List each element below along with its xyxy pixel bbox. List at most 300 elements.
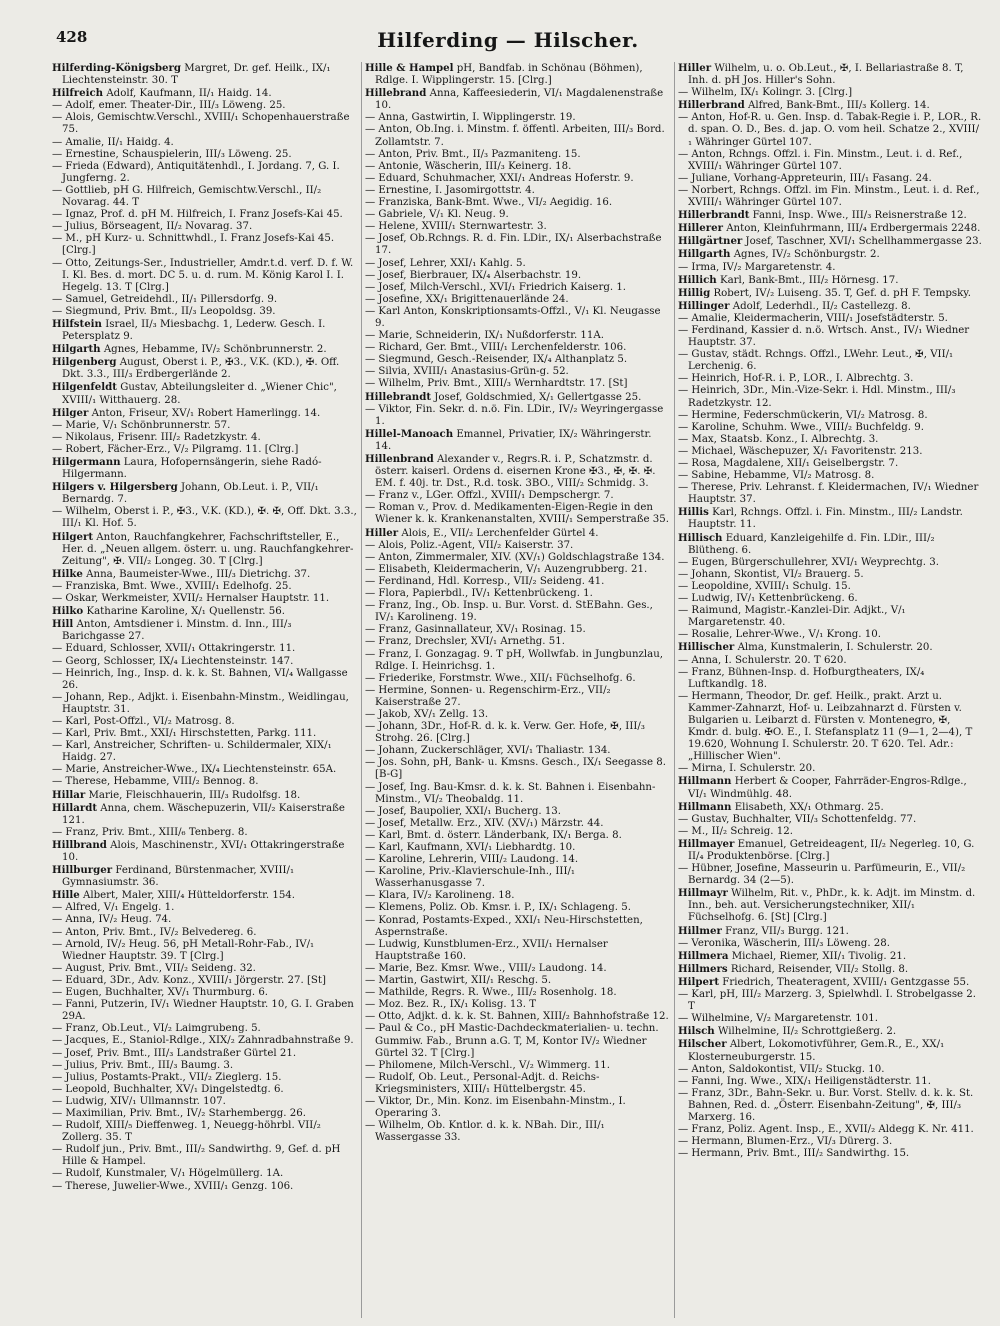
directory-entry — [365, 173, 670, 185]
entry-details: — Marie, V/₁ Schönbrunnerstr. 57. — [52, 419, 231, 431]
entry-surname: Hilgers v. Hilgersberg — [52, 481, 178, 494]
directory-entry — [678, 506, 983, 531]
entry-surname: Hille — [52, 889, 80, 902]
directory-entry — [365, 282, 670, 294]
directory-entry — [678, 87, 983, 99]
directory-entry — [52, 100, 357, 112]
directory-entry — [52, 87, 357, 100]
column-divider — [674, 62, 675, 1318]
entry-details: — Wilhelm, Oberst i. P., ✠3., V.K. (KD.), ✠. ✠, Off. Dkt. 3.3., III/₁ Kl. Hof. 5. — [52, 506, 357, 530]
directory-entry — [52, 927, 357, 939]
entry-details: — Konrad, Postamts-Exped., XXI/₁ Neu-Hirschstetten, Aspernstraße. — [365, 914, 643, 938]
entry-surname: Hillardt — [52, 801, 98, 814]
entry-details: — Hermine, Sonnen- u. Regenschirm-Erz., VII/₂ Kaiserstraße 27. — [365, 684, 611, 708]
directory-entry — [365, 112, 670, 124]
entry-details: — Eduard, 3Dr., Adv. Konz., XVIII/₁ Jörgerstr. 27. [St] — [52, 974, 326, 986]
entry-details: — Ludwig, Kunstblumen-Erz., XVII/₁ Hernalser Hauptstraße 160. — [365, 938, 608, 962]
directory-entry — [52, 999, 357, 1023]
directory-entry — [365, 391, 670, 404]
entry-surname: Hillmann — [678, 775, 732, 788]
directory-entry — [678, 373, 983, 385]
entry-surname: Hillgarth — [678, 248, 731, 261]
directory-entry — [678, 1025, 983, 1038]
directory-entry — [365, 624, 670, 636]
directory-entry — [678, 569, 983, 581]
directory-entry — [52, 1181, 357, 1193]
directory-entry — [365, 1096, 670, 1120]
entry-details: — Rosalie, Lehrer-Wwe., V/₁ Krong. 10. — [678, 629, 881, 641]
entry-details: Josef, Taschner, XVI/₁ Schellhammergasse 23. — [745, 236, 982, 248]
entry-details: Friedrich, Theateragent, XVIII/₁ Gentzgasse 55. — [722, 976, 970, 988]
directory-entry — [52, 149, 357, 161]
entry-surname: Hillerbrand — [678, 99, 745, 112]
directory-entry — [678, 950, 983, 963]
entry-details: — Michael, Wäschepuzer, X/₁ Favoritenstr. 213. — [678, 445, 923, 457]
entry-details: — Mathilde, Regrs. R. Wwe., III/₂ Rosenholg. 18. — [365, 987, 617, 999]
directory-entry — [365, 806, 670, 818]
entry-details: Wilhelmine, II/₂ Schrottgießerg. 2. — [717, 1026, 897, 1038]
directory-entry — [52, 1072, 357, 1084]
entry-details: — Franz, Ing., Ob. Insp. u. Bur. Vorst. d. StEBahn. Ges., IV/₁ Karolineng. 19. — [365, 600, 653, 624]
directory-entry — [52, 975, 357, 987]
directory-entry — [365, 161, 670, 173]
directory-entry — [52, 864, 357, 889]
directory-entry — [678, 209, 983, 222]
directory-entry — [678, 248, 983, 261]
entry-details: — Frieda (Edward), Antiquitätenhdl., I. Jordang. 7, G. I. Jungferng. 2. — [52, 160, 340, 184]
directory-entry — [365, 685, 670, 709]
directory-entry — [52, 209, 357, 221]
directory-entry — [52, 728, 357, 740]
entry-details: Johann, Ob.Leut. i. P., VII/₁ Bernardg. 7. — [62, 482, 319, 506]
entry-details: Wilhelm, Rit. v., PhDr., k. k. Adjt. im Minstm. d. Inn., beh. aut. Versicherungstechniker, XII/₁ Füchselhofg. 6. [St] [Clrg.] — [688, 888, 976, 924]
directory-entry — [52, 306, 357, 318]
entry-details: Anton, Amtsdiener i. Minstm. d. Inn., III/₃ Barichgasse 27. — [62, 619, 292, 643]
directory-entry — [678, 593, 983, 605]
entry-details: — Heinrich, Ing., Insp. d. k. k. St. Bahnen, VI/₄ Wallgasse 26. — [52, 667, 348, 691]
entry-details: — Therese, Juwelier-Wwe., XVIII/₁ Genzg. 106. — [52, 1180, 294, 1192]
directory-entry — [365, 294, 670, 306]
directory-entry — [52, 776, 357, 788]
directory-entry — [678, 287, 983, 300]
entry-surname: Hilgarth — [52, 343, 101, 356]
entry-details: — Karoline, Schuhm. Wwe., VIII/₂ Buchfeldg. 9. — [678, 421, 924, 433]
entry-details: — Heinrich, Hof-R. i. P., LOR., I. Albrechtg. 3. — [678, 373, 914, 385]
directory-entry — [52, 716, 357, 728]
entry-details: — Hermine, Federschmückerin, VI/₂ Matrosg. 8. — [678, 409, 928, 421]
entry-details: Albert, Maler, XIII/₄ Hütteldorferstr. 154. — [82, 890, 296, 902]
entry-details: — Johann, 3Dr., Hof-R. d. k. k. Verw. Ger. Hofe, ✠, III/₃ Strohg. 26. [Clrg.] — [365, 721, 645, 745]
directory-entry — [365, 62, 670, 87]
entry-details: — Juliane, Vorhang-Appreteurin, III/₁ Fasang. 24. — [678, 172, 932, 184]
entry-details: — Rudolf jun., Priv. Bmt., III/₂ Sandwirthg. 9, Gef. d. pH Hille & Hampel. — [52, 1144, 341, 1168]
entry-details: — Antonie, Wäscherin, III/₃ Keinerg. 18. — [365, 160, 572, 172]
entry-details: — Wilhelm, IX/₁ Kolingr. 3. [Clrg.] — [678, 87, 853, 99]
directory-entry — [678, 422, 983, 434]
directory-entry — [365, 221, 670, 233]
directory-entry — [365, 782, 670, 806]
entry-details: — Rudolf, XIII/₅ Dieffenweg. 1, Neuegg-höhrbl. VII/₂ Zollerg. 35. T — [52, 1120, 321, 1144]
entry-details: Marie, Fleischhauerin, III/₃ Rudolfsg. 18. — [88, 789, 301, 801]
directory-entry — [365, 745, 670, 757]
directory-entry — [678, 557, 983, 569]
entry-surname: Hilscher — [678, 1038, 727, 1051]
entry-details: Wilhelm, u. o. Ob.Leut., ✠, I. Bellariastraße 8. T, Inh. d. pH Jos. Hiller's Sohn. — [688, 63, 964, 87]
entry-details: — Richard, Ger. Bmt., VIII/₁ Lerchenfelderstr. 106. — [365, 342, 627, 354]
entry-details: — Wilhelmine, V/₂ Margaretenstr. 101. — [678, 1013, 878, 1025]
directory-entry — [678, 235, 983, 248]
entry-details: — Franz, Poliz. Agent. Insp., E., XVII/₂ Aldegg K. Nr. 411. — [678, 1124, 974, 1136]
entry-details: Laura, Hofopernsängerin, siehe Radó-Hilgermann. — [62, 457, 322, 481]
entry-details: — Wilhelm, Ob. Kntlor. d. k. k. NBah. Dir., III/₁ Wassergasse 33. — [365, 1120, 605, 1144]
entry-details: — Max, Staatsb. Konz., I. Albrechtg. 3. — [678, 433, 879, 445]
directory-entry — [52, 668, 357, 692]
entry-details: — Amalie, II/₁ Haidg. 4. — [52, 136, 174, 148]
directory-entry — [365, 709, 670, 721]
entry-details: — Anna, Gastwirtin, I. Wipplingerstr. 19. — [365, 112, 576, 124]
directory-entry — [678, 605, 983, 629]
entry-details: — Josef, Bierbrauer, IX/₄ Alserbachstr. 19. — [365, 269, 582, 281]
directory-entry — [365, 564, 670, 576]
entry-details: — Franziska, Bmt. Wwe., XVIII/₁ Edelhofg. 25. — [52, 580, 292, 592]
directory-entry — [52, 789, 357, 802]
directory-entry — [52, 656, 357, 668]
entry-details: Richard, Reisender, VII/₂ Stollg. 8. — [730, 963, 909, 975]
directory-entry — [678, 1013, 983, 1025]
directory-entry — [365, 87, 670, 112]
directory-entry — [678, 434, 983, 446]
entry-details: — Samuel, Getreidehdl., II/₁ Pillersdorfg. 9. — [52, 293, 278, 305]
directory-entry — [678, 655, 983, 667]
entry-surname: Hillisch — [678, 531, 723, 544]
entry-surname: Hillebrand — [365, 87, 427, 100]
entry-details: — Eugen, Buchhalter, XV/₁ Thurmburg. 6. — [52, 987, 269, 999]
directory-entry — [365, 649, 670, 673]
entry-details: Alexander v., Regrs.R. i. P., Schatzmstr. d. österr. kaiserl. Ordens d. eisernen Krone ✠3., ✠, ✠. ✠. EM. f. 40j. tr. Dst., R.d. tosk. 3BO., VIII/₂ Schmidg. 3. — [375, 454, 656, 490]
entry-details: — Oskar, Werkmeister, XVII/₂ Hernalser Hauptstr. 11. — [52, 593, 330, 605]
directory-entry — [365, 600, 670, 624]
directory-entry — [365, 999, 670, 1011]
entry-details: Eduard, Kanzleigehilfe d. Fin. LDir., III/₂ Blütheng. 6. — [688, 532, 935, 556]
directory-entry — [365, 378, 670, 390]
directory-entry — [52, 692, 357, 716]
entry-details: — Rosa, Magdalene, XII/₁ Geiselbergstr. 7. — [678, 458, 899, 469]
entry-surname: Hillebrandt — [365, 390, 432, 403]
entry-details: Anna, Kaffeesiederin, VI/₁ Magdalenenstraße 10. — [375, 88, 664, 112]
directory-entry — [52, 889, 357, 902]
entry-details: — Johann, Rep., Adjkt. i. Eisenbahn-Minstm., Weidlingau, Hauptstr. 31. — [52, 691, 349, 715]
entry-details: — Nikolaus, Frisenr. III/₂ Radetzkystr. 4. — [52, 431, 261, 443]
directory-entry — [365, 866, 670, 890]
directory-entry — [52, 1144, 357, 1168]
directory-entry — [678, 300, 983, 313]
entry-details: — Anna, IV/₂ Heug. 74. — [52, 914, 172, 926]
column-1 — [52, 62, 357, 1318]
directory-entry — [678, 838, 983, 863]
entry-details: Alma, Kunstmalerin, I. Schulerstr. 20. — [737, 642, 933, 654]
entry-surname: Hilger — [52, 406, 89, 419]
entry-surname: Hilgermann — [52, 456, 121, 468]
entry-details: — Sabine, Hebamme, VI/₂ Matrosg. 8. — [678, 470, 875, 482]
directory-entry — [678, 691, 983, 764]
directory-entry — [52, 258, 357, 294]
entry-surname: Hillgärtner — [678, 235, 743, 248]
entry-details: — Karl Anton, Konskriptionsamts-Offzl., V/₁ Kl. Neugasse 9. — [365, 305, 661, 329]
directory-entry — [365, 527, 670, 540]
entry-details: — Josef, Ob.Rchngs. R. d. Fin. LDir., IX/₁ Alserbachstraße 17. — [365, 233, 662, 257]
entry-details: — Moz. Bez. R., IX/₁ Kolisg. 13. T — [365, 999, 537, 1011]
entry-details: — Karl, Bmt. d. österr. Länderbank, IX/₁ Berga. 8. — [365, 829, 622, 841]
directory-entry — [365, 939, 670, 963]
entry-details: Katharine Karoline, X/₁ Quellenstr. 56. — [86, 606, 285, 618]
directory-entry — [678, 801, 983, 814]
entry-details: — Hübner, Josefine, Masseurin u. Parfümeurin, E., VII/₂ Bernardg. 34 (2—5). — [678, 863, 966, 887]
directory-entry — [365, 540, 670, 552]
entry-details: — Viktor, Fin. Sekr. d. n.ö. Fin. LDir., IV/₂ Weyringergasse 1. — [365, 403, 664, 427]
entry-details: — Franz, Bühnen-Insp. d. Hofburgtheaters, IX/₄ Luftkandlg. 18. — [678, 666, 925, 690]
directory-entry — [52, 506, 357, 530]
entry-details: — Hermann, Theodor, Dr. gef. Heilk., prakt. Arzt u. Kammer-Zahnarzt, Hof- u. Leibzahnarzt d. Fürsten v. Bulgarien u. Leibarzt d. Fürsten v. Montenegro, ✠, Kmdr. d. bulg. ✠O. E., I. Stefansplatz 11 (9—1, 2—4), T 19.620, Wohnung I. Schulerstr. 20. T 620. Tel. Adr.: „Hillischer Wien". — [678, 690, 973, 763]
entry-details: — Rudolf, Kunstmaler, V/₁ Högelmüllerg. 1A. — [52, 1168, 284, 1180]
entry-details: — Franz, 3Dr., Bahn-Sekr. u. Bur. Vorst. Stellv. d. k. k. St. Bahnen, Red. d. „Österr. Eisenbahn-Zeitung", ✠, III/₃ Marxerg. 16. — [678, 1087, 974, 1123]
entry-details: Adolf, Kaufmann, II/₁ Haidg. 14. — [106, 88, 272, 100]
entry-details: — Alfred, V/₁ Engelg. 1. — [52, 902, 175, 914]
entry-surname: Hilke — [52, 567, 83, 580]
directory-entry — [678, 641, 983, 654]
directory-entry — [52, 137, 357, 149]
directory-entry — [52, 581, 357, 593]
directory-entry — [365, 1072, 670, 1096]
directory-entry — [52, 381, 357, 406]
entry-details: — Ferdinand, Hdl. Korresp., VII/₂ Seideng. 41. — [365, 575, 605, 587]
entry-details: Anton, Friseur, XV/₁ Robert Hamerlingg. 14. — [91, 407, 321, 419]
entry-details: — Fanni, Putzerin, IV/₁ Wiedner Hauptstr. 10, G. I. Graben 29A. — [52, 999, 354, 1023]
directory-entry — [365, 209, 670, 221]
page-number: 428 — [56, 28, 88, 46]
entry-details: — Silvia, XVIII/₁ Anastasius-Grün-g. 52. — [365, 366, 569, 378]
directory-entry — [52, 1108, 357, 1120]
directory-entry — [678, 274, 983, 287]
entry-surname: Hillerer — [678, 222, 723, 235]
entry-details: — Ludwig, IV/₁ Kettenbrückeng. 6. — [678, 593, 858, 605]
entry-details: — Anton, Rchngs. Offzl. i. Fin. Minstm., Leut. i. d. Ref., XVIII/₁ Währinger Gürtel 107. — [678, 148, 963, 172]
entry-details: Gustav, Abteilungsleiter d. „Wiener Chic", XVIII/₁ Witthauerg. 28. — [62, 382, 337, 406]
column-2 — [365, 62, 670, 1318]
entry-details: — Anton, Hof-R. u. Gen. Insp. d. Tabak-Regie i. P., LOR., R. d. span. O. D., Bes. d. jap. O. vom heil. Schatze 2., XVIII/₁ Währinger Gürtel 107. — [678, 112, 982, 148]
entry-details: — Therese, Priv. Lehranst. f. Kleidermachen, IV/₁ Wiedner Hauptstr. 37. — [678, 482, 979, 506]
entry-details: Alois, E., VII/₂ Lerchenfelder Gürtel 4. — [401, 527, 599, 539]
entry-details: — Johann, Skontist, VI/₂ Brauerg. 5. — [678, 568, 864, 580]
entry-details: — Franz, I. Gonzagag. 9. T pH, Wollwfab. in Jungbunzlau, Rdlge. I. Heinrichsg. 1. — [365, 648, 664, 672]
directory-entry — [678, 458, 983, 470]
columns-container — [52, 62, 987, 1318]
directory-entry — [365, 1120, 670, 1144]
directory-entry — [52, 987, 357, 999]
directory-entry — [365, 1023, 670, 1059]
entry-surname: Hillischer — [678, 641, 735, 654]
directory-entry — [365, 1060, 670, 1072]
directory-entry — [52, 456, 357, 481]
directory-entry — [678, 325, 983, 349]
entry-surname: Hillis — [678, 506, 709, 519]
entry-details: — Arnold, IV/₂ Heug. 56, pH Metall-Rohr-Fab., IV/₁ Wiedner Hauptstr. 39. T [Clrg.] — [52, 938, 315, 962]
entry-details: Israel, II/₃ Miesbachg. 1, Lederw. Gesch. I. Petersplatz 9. — [62, 318, 326, 343]
directory-entry — [678, 1124, 983, 1136]
entry-details: — Georg, Schlosser, IX/₄ Liechtensteinstr. 147. — [52, 655, 294, 667]
entry-details: — Franz, Gasinnallateur, XV/₁ Rosinag. 15. — [365, 624, 586, 636]
directory-entry — [678, 763, 983, 775]
directory-entry — [52, 294, 357, 306]
entry-details: — Alois, Poliz.-Agent, VII/₂ Kaiserstr. 37. — [365, 539, 574, 551]
entry-details: — Franziska, Bank-Bmt. Wwe., VI/₂ Aegidig. 16. — [365, 197, 613, 209]
entry-details: — Wilhelm, Priv. Bmt., XIII/₃ Wernhardtstr. 17. [St] — [365, 378, 628, 390]
entry-surname: Hilgenfeldt — [52, 381, 117, 394]
entry-details: Alfred, Bank-Bmt., III/₃ Kollerg. 14. — [747, 100, 930, 112]
entry-details: — Josefine, XX/₁ Brigittenauerlände 24. — [365, 293, 569, 305]
directory-entry — [52, 233, 357, 257]
entry-details: — Karl, pH, III/₂ Marzerg. 3, Spielwhdl. I. Strobelgasse 2. T — [678, 989, 977, 1013]
entry-details: Herbert & Cooper, Fahrräder-Engros-Rdlge., VI/₁ Windmühlg. 48. — [688, 776, 967, 800]
directory-entry — [52, 618, 357, 643]
directory-entry — [52, 802, 357, 827]
entry-details: — Karl, Kaufmann, XVI/₁ Liebhardtg. 10. — [365, 842, 576, 853]
entry-details: — Anna, I. Schulerstr. 20. T 620. — [678, 654, 847, 666]
directory-entry — [678, 222, 983, 235]
entry-details: — M., II/₂ Schreig. 12. — [678, 825, 793, 837]
entry-surname: Hillmayr — [678, 887, 728, 900]
directory-entry — [52, 902, 357, 914]
entry-details: — Veronika, Wäscherin, III/₃ Löweng. 28. — [678, 937, 891, 949]
entry-surname: Hillinger — [678, 299, 730, 312]
directory-entry — [52, 1168, 357, 1180]
entry-details: — Karoline, Priv.-Klavierschule-Inh., III/₁ Wasserhanusgasse 7. — [365, 866, 575, 890]
directory-entry — [365, 757, 670, 781]
directory-entry — [365, 902, 670, 914]
running-title: Hilferding — Hilscher. — [377, 28, 639, 52]
directory-entry — [365, 818, 670, 830]
entry-details: — Ferdinand, Kassier d. n.ö. Wrtsch. Anst., IV/₁ Wiedner Hauptstr. 37. — [678, 324, 970, 349]
entry-details: Karl, Rchngs. Offzl. i. Fin. Minstm., III/₂ Landstr. Hauptstr. 11. — [688, 507, 963, 531]
entry-surname: Hillenbrand — [365, 453, 434, 465]
entry-details: — Irma, IV/₂ Margaretenstr. 4. — [678, 261, 836, 273]
directory-entry — [365, 233, 670, 257]
entry-details: — Josef, Baupolier, XXI/₁ Bucherg. 13. — [365, 805, 562, 817]
entry-surname: Hillmera — [678, 949, 729, 962]
entry-details: — Amalie, Kleidermacherin, VIII/₁ Josefstädterstr. 5. — [678, 312, 948, 324]
entry-surname: Hilgenberg — [52, 356, 117, 369]
entry-details: — Martin, Gastwirt, XII/₁ Reschg. 5. — [365, 975, 552, 987]
directory-entry — [52, 481, 357, 506]
entry-details: — Friederike, Forstmstr. Wwe., XII/₁ Füchselhofg. 6. — [365, 672, 636, 684]
directory-entry — [365, 576, 670, 588]
entry-details: — Anton, Priv. Bmt., II/₃ Pazmaniteng. 15. — [365, 148, 581, 160]
directory-entry — [678, 532, 983, 557]
directory-entry — [52, 1120, 357, 1144]
directory-entry — [678, 385, 983, 409]
entry-details: Anna, chem. Wäschepuzerin, VII/₂ Kaiserstraße 121. — [62, 802, 345, 826]
entry-surname: Hilfreich — [52, 87, 104, 100]
directory-entry — [678, 173, 983, 185]
entry-surname: Hillel-Manoach — [365, 427, 454, 440]
entry-details: Elisabeth, XX/₁ Othmarg. 25. — [734, 801, 884, 813]
entry-details: — August, Priv. Bmt., VII/₂ Seideng. 32. — [52, 962, 256, 974]
entry-surname: Hillbrand — [52, 838, 107, 851]
entry-surname: Hilferding-Königsberg — [52, 62, 182, 74]
entry-details: — Josef, Metallw. Erz., XIV. (XV/₁) Märzstr. 44. — [365, 817, 604, 829]
directory-entry — [678, 826, 983, 838]
directory-entry — [365, 453, 670, 490]
directory-entry — [52, 444, 357, 456]
directory-entry — [365, 366, 670, 378]
directory-entry — [52, 827, 357, 839]
directory-entry — [678, 1064, 983, 1076]
entry-details: — Otto, Adjkt. d. k. k. St. Bahnen, XIII/₂ Bahnhofstraße 12. — [365, 1011, 669, 1023]
directory-entry — [365, 963, 670, 975]
entry-details: — Gabriele, V/₁ Kl. Neug. 9. — [365, 209, 509, 221]
directory-entry — [365, 404, 670, 428]
directory-entry — [365, 428, 670, 453]
directory-entry — [52, 531, 357, 568]
directory-entry — [678, 470, 983, 482]
entry-surname: Hilfstein — [52, 317, 102, 330]
entry-details: — Gustav, städt. Rchngs. Offzl., LWehr. Leut., ✠, VII/₁ Lerchenig. 6. — [678, 349, 954, 373]
directory-entry — [52, 318, 357, 343]
entry-surname: Hillmers — [678, 962, 728, 975]
entry-details: Agnes, Hebamme, IV/₂ Schönbrunnerstr. 2. — [103, 344, 327, 356]
directory-entry — [365, 636, 670, 648]
directory-entry — [365, 185, 670, 197]
directory-entry — [52, 356, 357, 381]
entry-details: — Franz, Drechsler, XVI/₁ Arnethg. 51. — [365, 636, 565, 648]
directory-entry — [678, 938, 983, 950]
directory-entry — [365, 830, 670, 842]
entry-surname: Hillmer — [678, 924, 722, 937]
entry-details: — Heinrich, 3Dr., Min.-Vize-Sekr. i. Hdl. Minstm., III/₃ Radetzkystr. 12. — [678, 385, 956, 409]
entry-details: — Philomene, Milch-Verschl., V/₂ Wimmerg. 11. — [365, 1059, 611, 1071]
entry-details: — Anton, Ob.Ing. i. Minstm. f. öffentl. Arbeiten, III/₃ Bord. Zollamtstr. 7. — [365, 124, 665, 148]
entry-surname: Hilsch — [678, 1025, 715, 1038]
directory-entry — [365, 354, 670, 366]
directory-entry — [678, 1148, 983, 1160]
entry-details: — Roman v., Prov. d. Medikamenten-Eigen-Regie in den Wiener k. k. Krankenanstalten, XVIII/₁ Semperstraße 35. — [365, 502, 669, 526]
directory-entry — [678, 410, 983, 422]
entry-details: — Elisabeth, Kleidermacherin, V/₁ Auzengrubberg. 21. — [365, 563, 648, 575]
entry-details: — Julius, Priv. Bmt., III/₃ Baumg. 3. — [52, 1059, 234, 1071]
directory-entry — [678, 446, 983, 458]
directory-entry — [52, 420, 357, 432]
directory-entry — [365, 330, 670, 342]
entry-details: Alois, Maschinenstr., XVI/₁ Ottakringerstraße 10. — [62, 839, 345, 863]
directory-entry — [678, 482, 983, 506]
entry-details: — Franz v., LGer. Offzl., XVIII/₁ Dempschergr. 7. — [365, 490, 614, 502]
entry-details: — Karl, Anstreicher, Schriften- u. Schildermaler, XIX/₁ Haidg. 27. — [52, 740, 332, 764]
entry-details: Franz, VII/₃ Burgg. 121. — [725, 925, 849, 937]
entry-details: — Mirna, I. Schulerstr. 20. — [678, 763, 816, 775]
entry-details: — Josef, Milch-Verschl., XVI/₁ Friedrich Kaiserg. 1. — [365, 281, 627, 293]
directory-entry — [365, 1011, 670, 1023]
directory-entry — [365, 270, 670, 282]
directory-entry — [52, 764, 357, 776]
entry-details: — Karoline, Lehrerin, VIII/₂ Laudong. 14. — [365, 854, 579, 866]
directory-entry — [678, 1088, 983, 1124]
directory-entry — [678, 863, 983, 887]
entry-details: — Eugen, Bürgerschullehrer, XVI/₁ Weyprechtg. 3. — [678, 556, 939, 568]
directory-entry — [678, 976, 983, 989]
entry-surname: Hillich — [678, 273, 717, 286]
entry-details: — Klemens, Poliz. Ob. Kmsr. i. P., IX/₁ Schlageng. 5. — [365, 902, 631, 914]
entry-surname: Hillerbrandt — [678, 209, 750, 222]
entry-surname: Hiller — [678, 62, 712, 74]
